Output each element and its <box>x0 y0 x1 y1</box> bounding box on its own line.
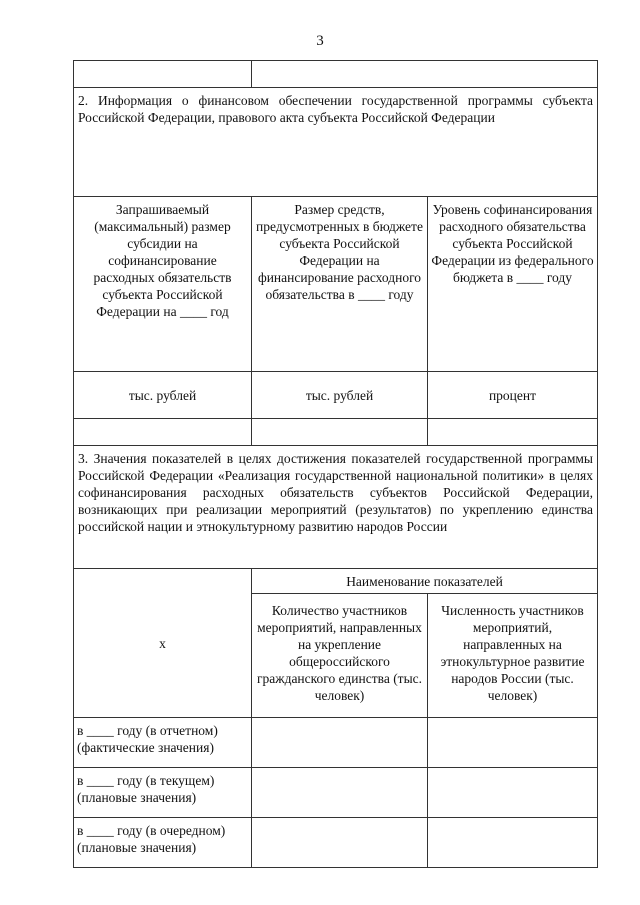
cofinancing-level-header: Уровень софинансирования расходного обязательства субъекта Российской Федерации из федерального бюджета в ____ году <box>428 197 598 372</box>
section3-title-row <box>74 446 598 569</box>
next-year-row <box>74 818 598 868</box>
cofinancing-level-value-cell[interactable] <box>428 419 598 446</box>
participants-unity-header: Количество участников мероприятий, направленных на укрепление общероссийского гражданского единства (тыс. человек) <box>252 594 428 718</box>
row-label: в ____ году (в очередном) (плановые значения) <box>74 818 252 868</box>
page-number: 3 <box>316 33 324 49</box>
indicators-header: Наименование показателей <box>252 569 598 594</box>
unit-label: процент <box>428 372 598 419</box>
section2-values-row <box>74 419 598 446</box>
value-cell[interactable] <box>252 768 428 818</box>
section2-title-row <box>74 88 598 197</box>
report-year-row <box>74 718 598 768</box>
requested-subsidy-value-cell[interactable] <box>74 419 252 446</box>
value-cell[interactable] <box>252 818 428 868</box>
blank-cell[interactable] <box>74 61 252 88</box>
value-cell[interactable] <box>252 718 428 768</box>
value-cell[interactable] <box>428 718 598 768</box>
current-year-row <box>74 768 598 818</box>
requested-subsidy-header: Запрашиваемый (максимальный) размер субсидии на софинансирование расходных обязательств субъекта Российской Федерации на ____ год <box>74 197 252 372</box>
section2-header-row <box>74 197 598 372</box>
participants-ethnocultural-header: Численность участников мероприятий, направленных на этнокультурное развитие народов России (тыс. человек) <box>428 594 598 718</box>
unit-label: тыс. рублей <box>74 372 252 419</box>
section2-units-row <box>74 372 598 419</box>
unit-label: тыс. рублей <box>252 372 428 419</box>
indicators-title-row <box>74 569 598 594</box>
corner-cell: х <box>74 569 252 718</box>
budget-funds-header: Размер средств, предусмотренных в бюджете субъекта Российской Федерации на финансирование расходного обязательства в ____ году <box>252 197 428 372</box>
budget-funds-value-cell[interactable] <box>252 419 428 446</box>
blank-top-row <box>74 61 598 88</box>
subsidy-form-table <box>73 60 598 868</box>
value-cell[interactable] <box>428 818 598 868</box>
row-label: в ____ году (в текущем) (плановые значения) <box>74 768 252 818</box>
value-cell[interactable] <box>428 768 598 818</box>
section3-title: 3. Значения показателей в целях достижения показателей государственной программы Российской Федерации «Реализация государственной национальной политики» в целях софинансирования расходных обязательств субъектов Российской Федерации, возникающих при реализации мероприятий (результатов) по укреплению единства российской нации и этнокультурному развитию народов России <box>74 446 598 569</box>
row-label: в ____ году (в отчетном) (фактические значения) <box>74 718 252 768</box>
blank-cell[interactable] <box>252 61 598 88</box>
section2-title: 2. Информация о финансовом обеспечении государственной программы субъекта Российской Федерации, правового акта субъекта Российской Федерации <box>74 88 598 197</box>
